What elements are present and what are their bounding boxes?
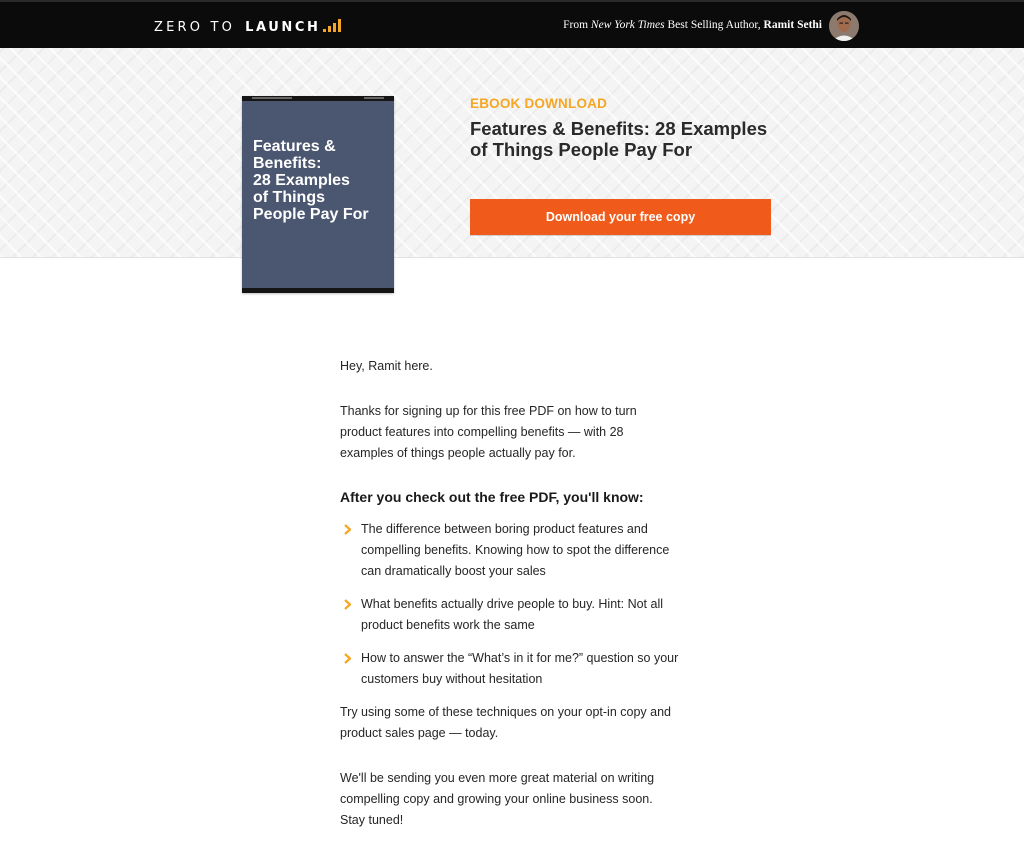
download-free-copy-button[interactable]: Download your free copy: [470, 199, 771, 235]
byline-publication: New York Times: [590, 19, 665, 31]
author-avatar: [829, 11, 859, 41]
list-item: [340, 594, 680, 636]
zero-to-launch-logo[interactable]: [154, 15, 341, 35]
list-item-text: What benefits actually drive people to buy. Hint: Not all product benefits work the same: [361, 597, 664, 632]
ebook-download-label: EBOOK DOWNLOAD: [470, 96, 608, 111]
intro-paragraph: Thanks for signing up for this free PDF on how to turn product features into compelling benefits — with 28 examples of things people actually pay for.: [340, 404, 637, 460]
byline-middle: Best Selling Author,: [667, 19, 761, 31]
author-byline: [563, 19, 822, 31]
chevron-right-icon: [344, 653, 351, 664]
letter-content: [340, 356, 680, 831]
author-portrait-icon: [829, 11, 859, 41]
ebook-cover: [242, 96, 394, 293]
benefits-list: [340, 519, 680, 690]
logo-text-bold: LAUNCH: [245, 20, 321, 35]
byline-author: Ramit Sethi: [763, 19, 822, 31]
chevron-right-icon: [344, 599, 351, 610]
cover-top-strip: [252, 97, 384, 100]
list-item-text: How to answer the “What’s in it for me?” question so your customers buy without hesitation: [361, 651, 679, 686]
greeting: Hey, Ramit here.: [340, 359, 433, 373]
list-heading: After you check out the free PDF, you'll know:: [340, 489, 644, 505]
top-bar: [0, 0, 1024, 48]
closing-paragraph: We'll be sending you even more great material on writing compelling copy and growing your online business soon. Stay tuned!: [340, 771, 655, 827]
chevron-right-icon: [344, 524, 351, 535]
list-item: [340, 519, 680, 582]
list-item: [340, 648, 680, 690]
try-paragraph: Try using some of these techniques on your opt-in copy and product sales page — today.: [340, 705, 671, 740]
cover-title: Features & Benefits: 28 Examples of Things People Pay For: [253, 138, 369, 223]
list-item-text: The difference between boring product features and compelling benefits. Knowing how to spot the difference can dramatically boost your sales: [361, 522, 670, 578]
signal-bars-icon: [323, 19, 341, 32]
ebook-title: Features & Benefits: 28 Examples of Things People Pay For: [470, 118, 768, 160]
byline-prefix: From: [563, 19, 589, 31]
logo-text-light: ZERO TO: [154, 20, 236, 35]
